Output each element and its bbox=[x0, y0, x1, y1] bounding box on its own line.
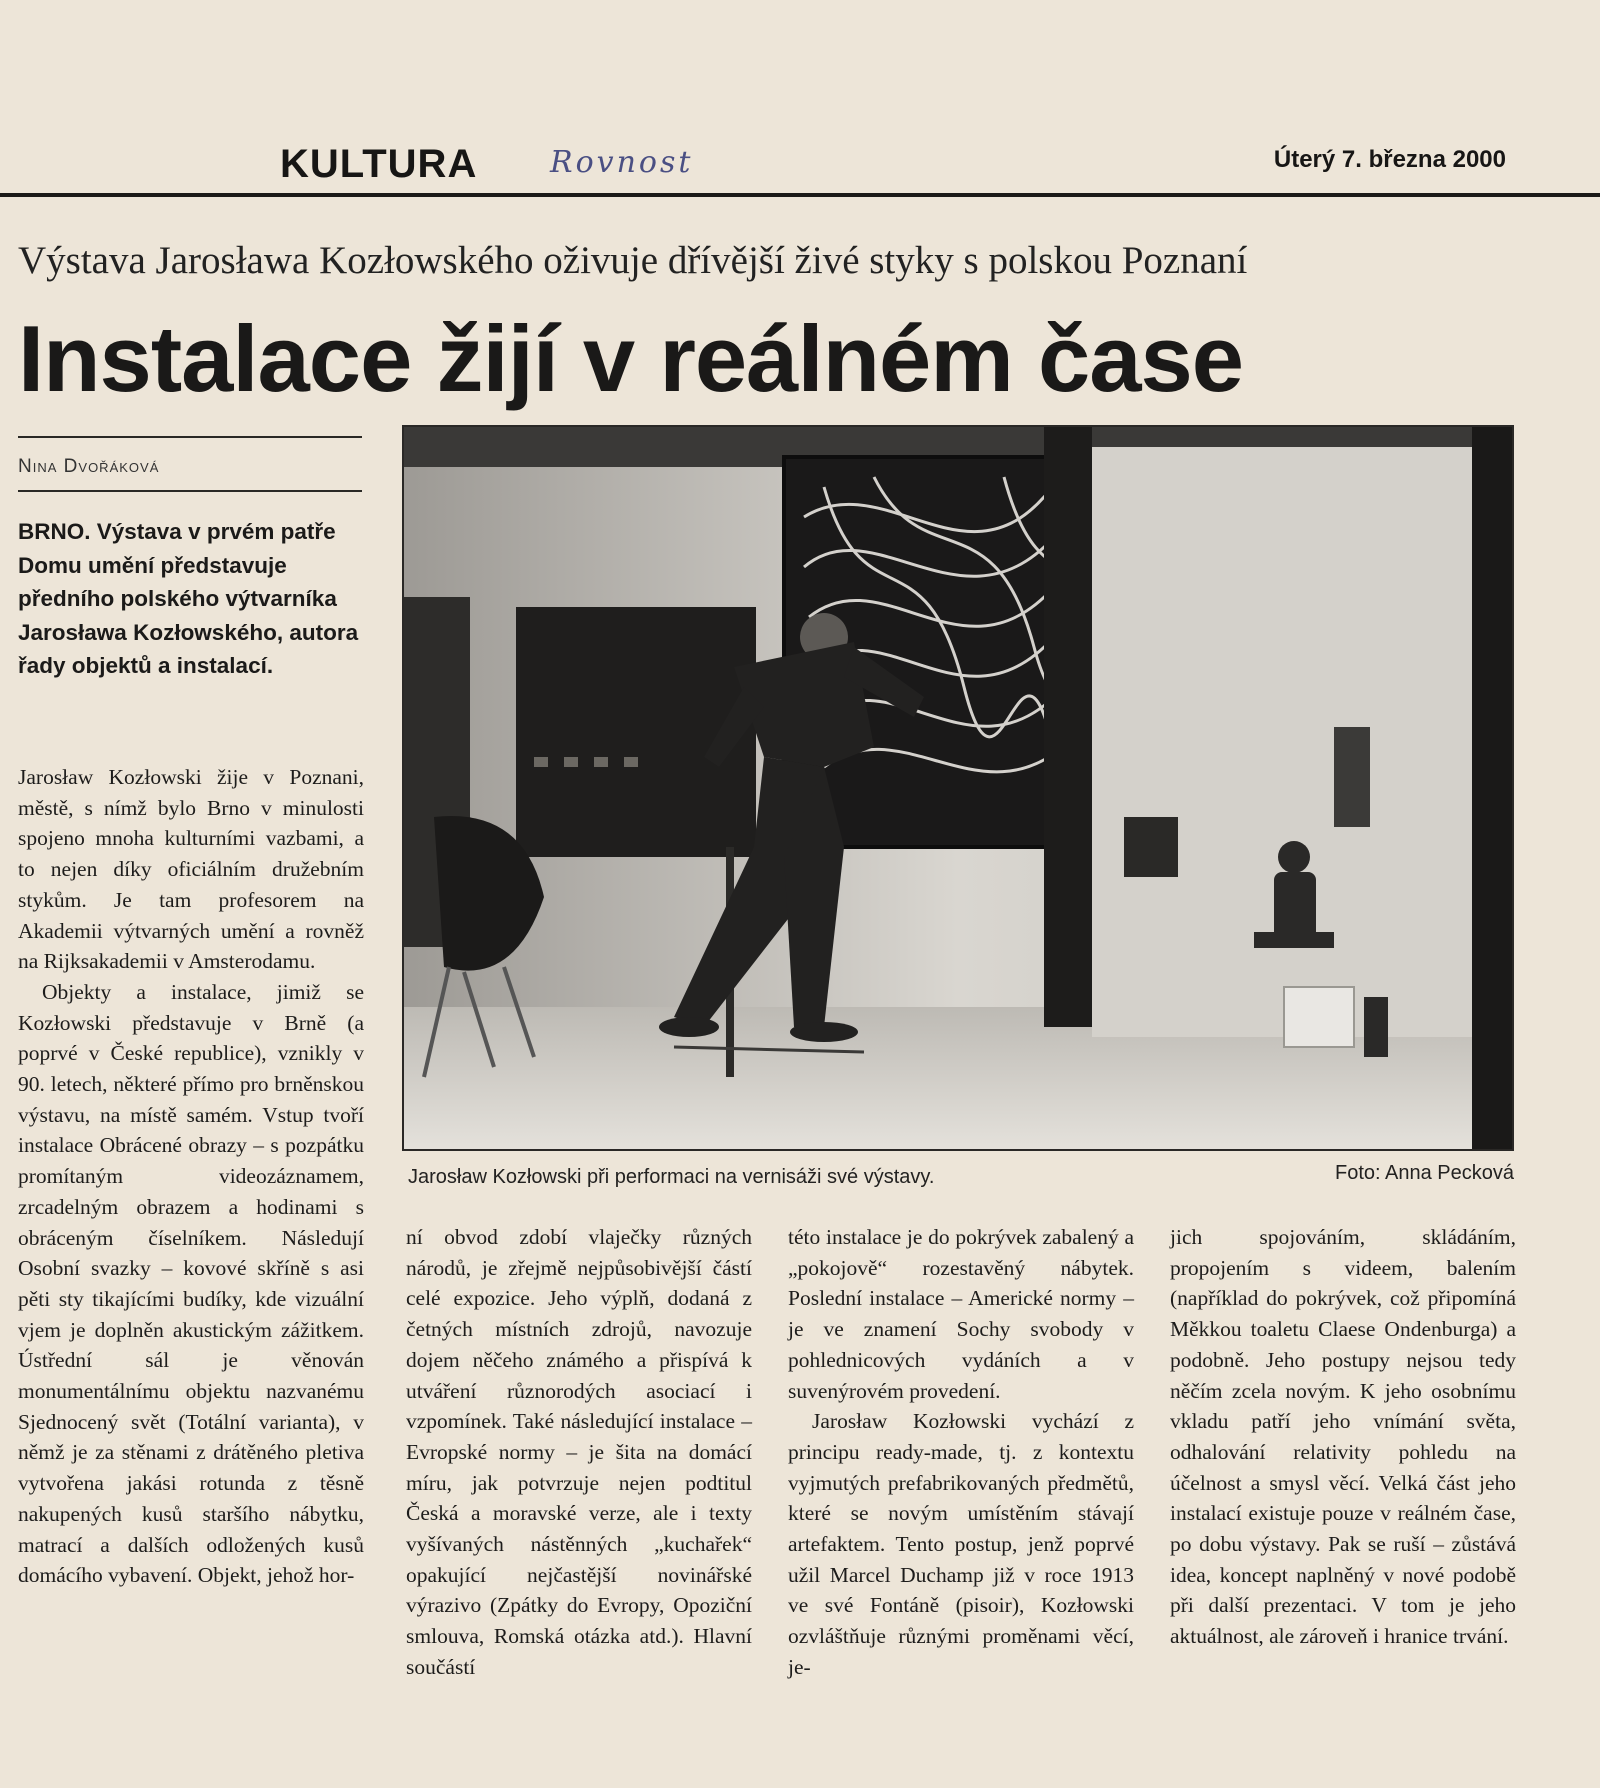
performance-photo-illustration bbox=[404, 427, 1512, 1149]
section-label: KULTURA bbox=[280, 142, 478, 186]
column-4 bbox=[1170, 1222, 1516, 1652]
column-4-paragraph-1: jich spojováním, skládáním, propojením s videem, balením (například do pokrývek, což připomíná Měkkou toaletu Claese Ondenburga) a podobně. Jeho postupy nejsou tedy něčím zcela novým. K jeho osobnímu vkladu patří jeho vnímání světa, odhalování relativity pohledu na účelnost a smysl věcí. Velká část jeho instalací existuje pouze v reálném čase, po dobu výstavy. Pak se ruší – zůstává idea, koncept naplněný v nové podobě při další prezentaci. V tom je jeho aktuálnost, ale zároveň i hranice trvání. bbox=[1170, 1225, 1516, 1649]
column-2-paragraph-1: ní obvod zdobí vlaječky různých národů, je zřejmě nejpůsobivější částí celé expozice. Jeho výplň, dodaná z četných místních zdrojů, navozuje dojem něčeho známého a přispívá k utváření různorodých asociací i vzpomínek. Také následující instalace – Evropské normy – je šita na domácí míru, jak potvrzuje nejen podtitul Česká a moravské verze, ale i texty vyšívaných nástěnných „kuchařek“ opakující nejčastější novinářské výrazivo (Zpátky do Evropy, Opoziční smlouva, Romská otázka atd.). Hlavní součástí bbox=[406, 1225, 752, 1679]
right-doorpost bbox=[1472, 427, 1512, 1149]
box-on-floor bbox=[1284, 987, 1354, 1047]
column-3 bbox=[788, 1222, 1134, 1683]
photo-credit: Foto: Anna Pecková bbox=[1334, 1162, 1514, 1184]
article-kicker: Výstava Jarosława Kozłowského oživuje dřívější živé styky s polskou Poznaní bbox=[18, 239, 1248, 282]
column-1-paragraph-1: Jarosław Kozłowski žije v Poznani, městě, s nímž bylo Brno v minulosti spojeno mnoha kulturními vazbami, a to nejen díky oficiálním družebním stykům. Je tam profesorem na Akademii výtvarných umění a rovněž na Rijksakademii v Amsterodamu. bbox=[18, 765, 364, 974]
frame-on-wall bbox=[1124, 817, 1178, 877]
byline bbox=[18, 456, 159, 478]
article-photo bbox=[402, 425, 1514, 1151]
column-1-paragraph-2: Objekty a instalace, jimiž se Kozłowski představuje v Brně (a poprvé v České republice), vznikly v 90. letech, některé přímo pro brněnskou výstavu, na místě samém. Vstup tvoří instalace Obrácené obrazy – s pozpátku promítaným videozáznamem, zrcadelným obrazem a hodinami s obráceným číselníkem. Následují Osobní svazky – kovové skříně s asi pěti sty tikajícími budíky, kde vizuální vjem je doplněn akustickým zážitkem. Ústřední sál je věnován monumentálnímu objektu nazvanému Sjednocený svět (Totální varianta), v němž je za stěnami z drátěného pletiva vytvořena jakási rotunda z těsně nakupených kusů staršího nábytku, matrací a dalších odložených kusů domácího vybavení. Objekt, jehož hor- bbox=[18, 979, 364, 1588]
header-rule bbox=[0, 193, 1600, 197]
photo-caption: Jarosław Kozłowski při performaci na vernisáži své výstavy. bbox=[408, 1166, 935, 1188]
bucket bbox=[1364, 997, 1388, 1057]
issue-date: Úterý 7. března 2000 bbox=[1273, 146, 1506, 173]
column-1 bbox=[18, 762, 364, 1591]
author-name: Nina Dvořáková bbox=[18, 456, 160, 477]
article-lead: BRNO. Výstava v prvém patře Domu umění představuje předního polského výtvarníka Jarosława Kozłowského, autora řady objektů a instalací. bbox=[18, 519, 359, 678]
handwritten-note: Rovnost bbox=[550, 145, 694, 180]
small-picture bbox=[1334, 727, 1370, 827]
column-2 bbox=[406, 1222, 752, 1683]
doorway-frame bbox=[1044, 427, 1092, 1027]
column-3-paragraph-1: této instalace je do pokrývek zabalený a „pokojově“ rozestavěný nábytek. Poslední instalace – Americké normy – je ve znamení Sochy svobody v pohlednicových vydáních a v suvenýrovém provedení. bbox=[788, 1225, 1134, 1403]
column-3-paragraph-2: Jarosław Kozłowski vychází z principu ready-made, tj. z kontextu vyjmutých prefabrikovaných předmětů, které se novým umístěním stávají artefaktem. Tento postup, jenž poprvé užil Marcel Duchamp již v roce 1913 ve své Fontáně (pisoir), Kozłowski ozvláštňuje různými proměnami věcí, je- bbox=[788, 1409, 1134, 1679]
article-headline: Instalace žijí v reálném čase bbox=[18, 306, 1244, 411]
byline-rule-top bbox=[18, 436, 362, 438]
byline-rule-bottom bbox=[18, 490, 362, 492]
doorway-opening bbox=[1092, 447, 1472, 1037]
